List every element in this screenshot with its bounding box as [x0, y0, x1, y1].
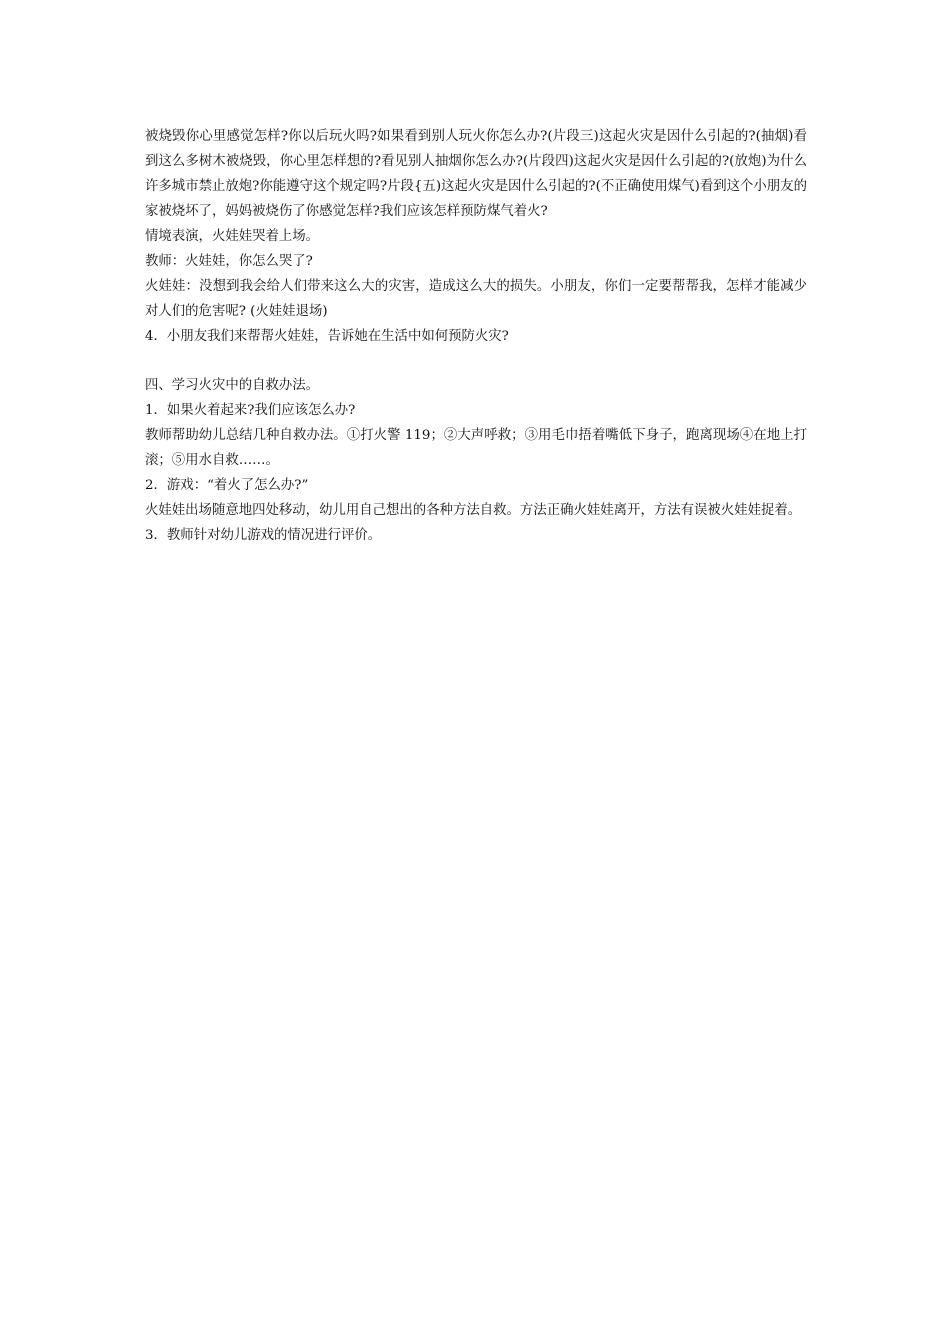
paragraph-teacher-line: 教师：火娃娃，你怎么哭了?	[145, 254, 313, 269]
paragraph-step-4: 4．小朋友我们来帮帮火娃娃，告诉她在生活中如何预防火灾?	[145, 329, 509, 344]
paragraph-step-2-game: 2．游戏：“着火了怎么办?”	[145, 478, 309, 493]
paragraph-step-1: 1．如果火着起来?我们应该怎么办?	[145, 403, 356, 418]
document-body	[145, 124, 807, 548]
section-heading-self-rescue: 四、学习火灾中的自救办法。	[145, 378, 320, 393]
paragraph-game-description: 火娃娃出场随意地四处移动，幼儿用自己想出的各种方法自救。方法正确火娃娃离开，方法有误被火娃娃捉着。	[145, 503, 802, 518]
paragraph-fire-questions: 被烧毁你心里感觉怎样?你以后玩火吗?如果看到别人玩火你怎么办?(片段三)这起火灾是因什么引起的?(抽烟)看到这么多树木被烧毁，你心里怎样想的?看见别人抽烟你怎么办?(片段四)这起火灾是因什么引起的?(放炮)为什么许多城市禁止放炮?你能遵守这个规定吗?片段{五)这起火灾是因什么引起的?(不正确使用煤气)看到这个小朋友的家被烧坏了，妈妈被烧伤了你感觉怎样?我们应该怎样预防煤气着火?	[145, 129, 807, 219]
paragraph-role-play: 情境表演，火娃娃哭着上场。	[145, 229, 320, 244]
paragraph-rescue-methods: 教师帮助幼儿总结几种自救办法。①打火警 119；②大声呼救；③用毛巾捂着嘴低下身子，跑离现场④在地上打滚；⑤用水自救……。	[145, 428, 807, 468]
paragraph-step-3: 3．教师针对幼儿游戏的情况进行评价。	[145, 528, 382, 543]
paragraph-fire-doll-line: 火娃娃：没想到我会给人们带来这么大的灾害，造成这么大的损失。小朋友，你们一定要帮帮我，怎样才能减少对人们的危害呢? (火娃娃退场)	[145, 279, 807, 319]
